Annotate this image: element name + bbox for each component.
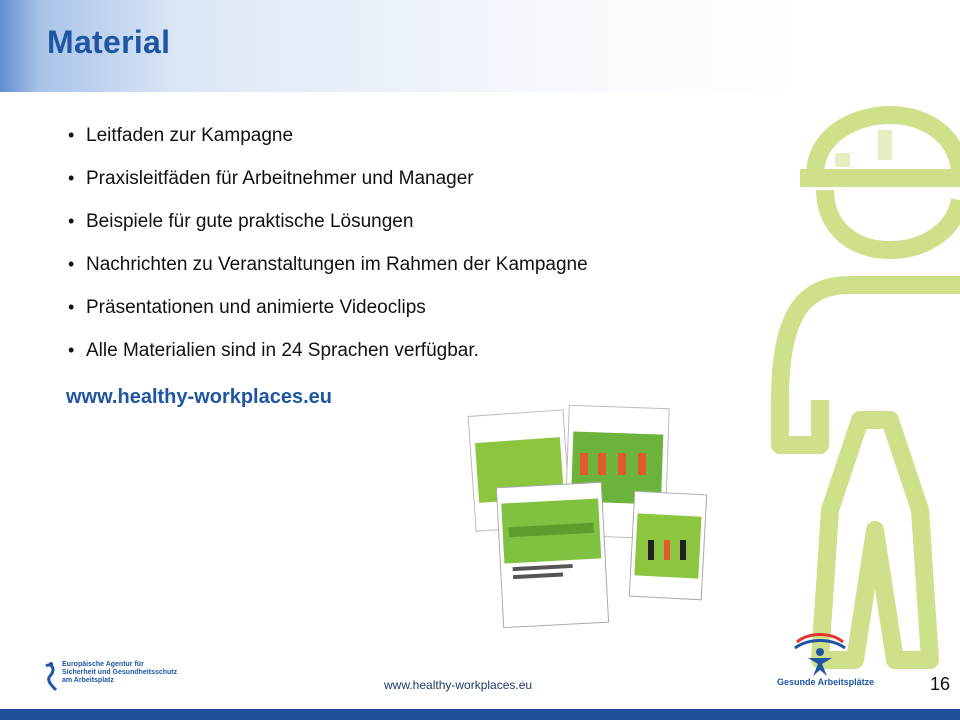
website-link[interactable]: www.healthy-workplaces.eu [66,386,333,408]
org-name: Europäische Agentur für Sicherheit und Gesundheitsschutz am Arbeitsplatz [62,661,178,684]
brochure-front-center [496,482,608,627]
bullet-list [66,125,588,383]
bullet-item: • Präsentationen und animierte Videoclips [66,297,588,340]
bullet-item: • Alle Materialien sind in 24 Sprachen verfügbar. [66,340,588,383]
bullet-item: • Nachrichten zu Veranstaltungen im Rahmen der Kampagne [66,254,588,297]
hardhat-worker-figure [690,100,960,690]
footer-url: www.healthy-workplaces.eu [384,678,533,692]
page-number: 16 [930,674,951,694]
slide-title: Material [47,24,171,60]
campaign-logo-text: Gesunde Arbeitsplätze [777,677,875,687]
campaign-star-logo-icon [775,628,865,698]
bullet-item: • Beispiele für gute praktische Lösungen [66,211,588,254]
brochure-front-right [629,491,706,600]
bullet-item: • Leitfaden zur Kampagne [66,125,588,168]
bullet-item: • Praxisleitfäden für Arbeitnehmer und Manager [66,168,588,211]
brochure-images [460,405,720,635]
bottom-bar [0,709,960,720]
